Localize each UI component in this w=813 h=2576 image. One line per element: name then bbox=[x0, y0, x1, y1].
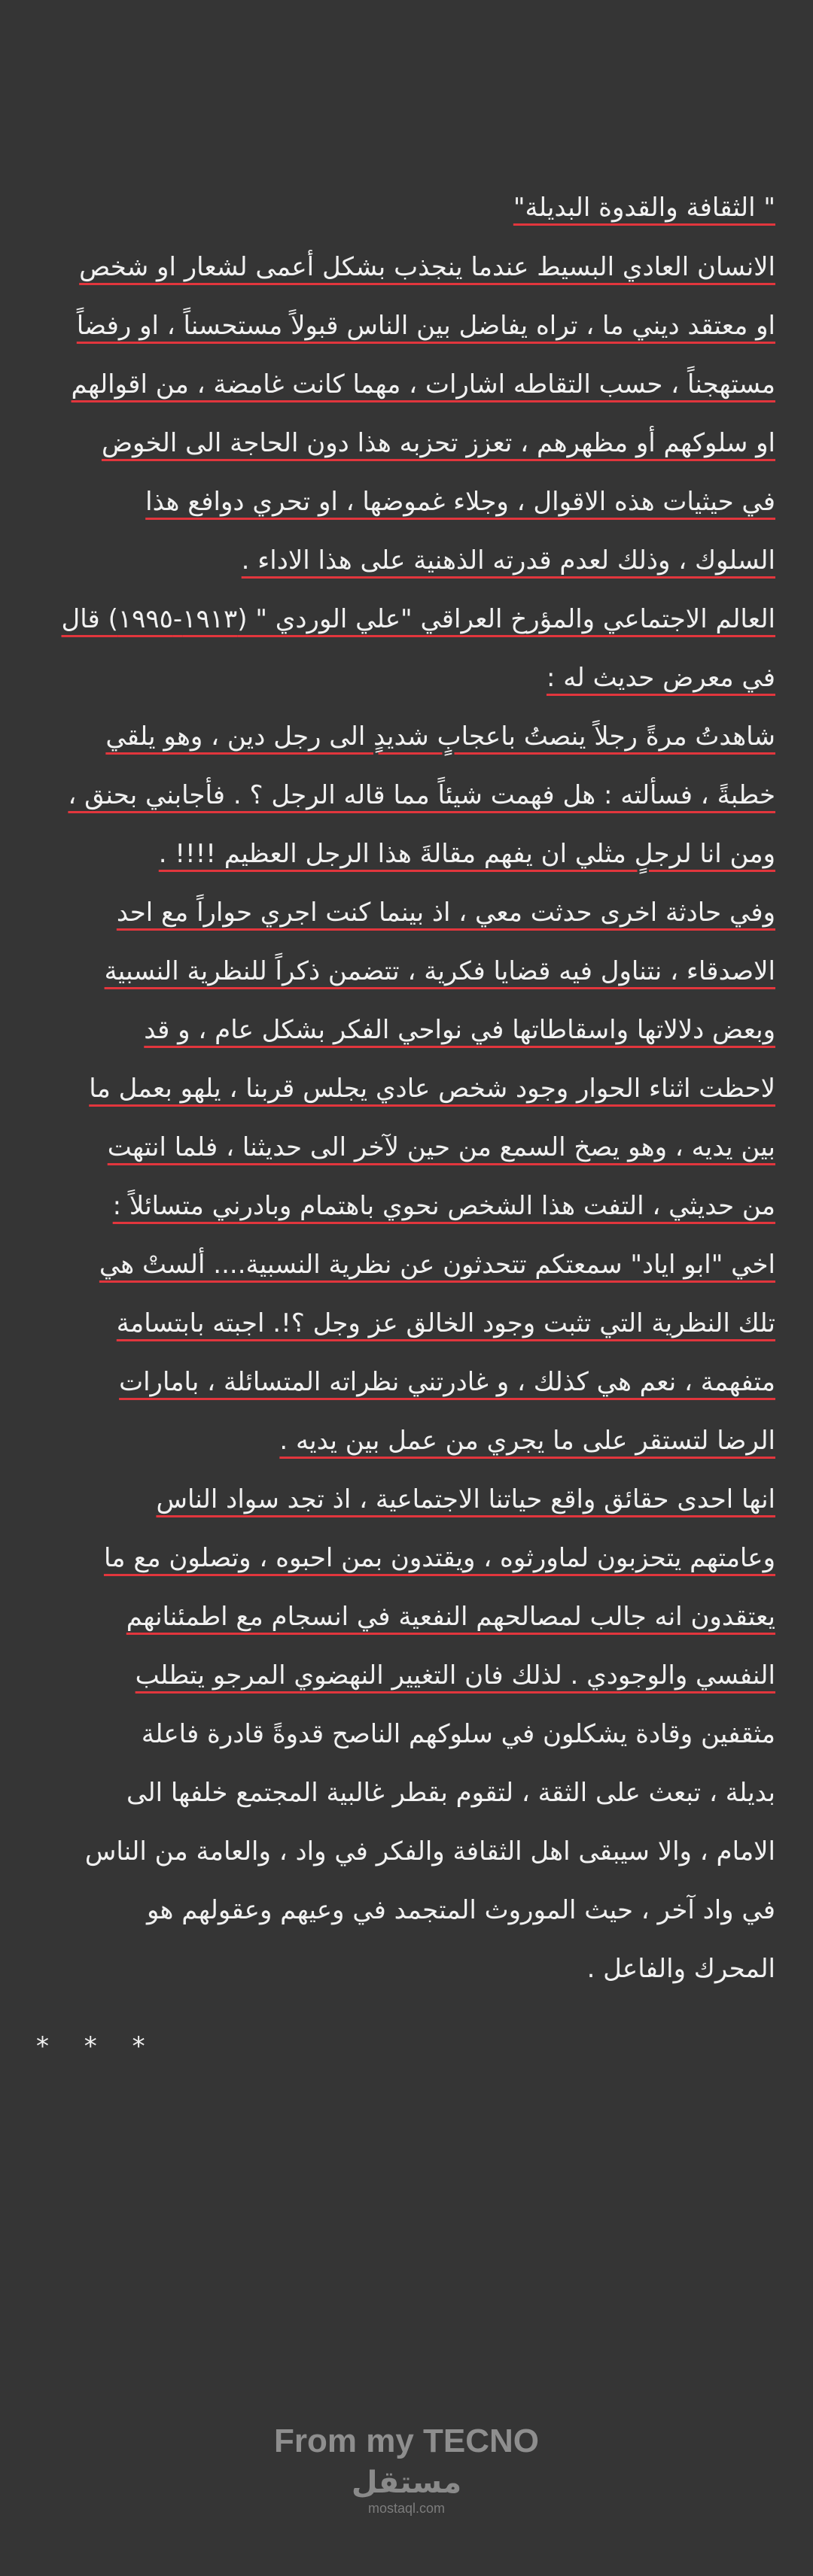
document-title: " الثقافة والقدوة البديلة" bbox=[513, 193, 775, 223]
section-separator: * * * bbox=[36, 2031, 159, 2061]
text-line: متفهمة ، نعم هي كذلك ، و غادرتني نظراته المتسائلة ، بامارات bbox=[119, 1367, 775, 1397]
text-line: او معتقد ديني ما ، تراه يفاضل بين الناس قبولاً مستحسناً ، او رفضاً bbox=[76, 311, 775, 341]
text-line: وبعض دلالاتها واسقاطاتها في نواحي الفكر بشكل عام ، و قد bbox=[144, 1015, 775, 1045]
text-line: بديلة ، تبعث على الثقة ، لتقوم بقطر غالبية المجتمع خلفها الى bbox=[126, 1778, 775, 1808]
text-line: ومن انا لرجلٍ مثلي ان يفهم مقالةَ هذا الرجل العظيم !!!! . bbox=[158, 839, 775, 869]
text-line: خطبةً ، فسألته : هل فهمت شيئاً مما قاله الرجل ؟ . فأجابني بحنق ، bbox=[68, 780, 775, 810]
footer-signature: From my TECNO bbox=[273, 2423, 540, 2459]
text-line: الرضا لتستقر على ما يجري من عمل بين يديه . bbox=[279, 1426, 775, 1456]
footer bbox=[0, 2423, 813, 2517]
text-line: او سلوكهم أو مظهرهم ، تعزز تحزبه هذا دون الحاجة الى الخوض bbox=[101, 428, 775, 458]
text-line: الاصدقاء ، نتناول فيه قضايا فكرية ، تتضمن ذكراً للنظرية النسبية bbox=[104, 956, 775, 986]
text-line: شاهدتُ مرةً رجلاً ينصتُ باعجابٍ شديدٍ الى رجل دين ، وهو يلقي bbox=[105, 721, 775, 752]
mostaql-logo: مستقل bbox=[351, 2465, 462, 2500]
text-line: الانسان العادي البسيط عندما ينجذب بشكل أعمى لشعار او شخص bbox=[79, 252, 775, 282]
text-line: بين يديه ، وهو يصخ السمع من حين لآخر الى حديثنا ، فلما انتهت bbox=[107, 1132, 775, 1162]
text-line: تلك النظرية التي تثبت وجود الخالق عز وجل ؟!. اجبته بابتسامة bbox=[116, 1308, 775, 1338]
text-line: في حيثيات هذه الاقوال ، وجلاء غموضها ، او تحري دوافع هذا bbox=[145, 487, 775, 517]
text-line: وعامتهم يتحزبون لماورثوه ، ويقتدون بمن احبوه ، وتصلون مع ما bbox=[103, 1543, 775, 1573]
document-body[interactable] bbox=[36, 178, 775, 1998]
text-line: وفي حادثة اخرى حدثت معي ، اذ بينما كنت اجري حواراً مع احد bbox=[116, 898, 775, 928]
text-line: العالم الاجتماعي والمؤرخ العراقي "علي الوردي " (١٩١٣-١٩٩٥) قال bbox=[61, 604, 775, 634]
text-line: في معرض حديث له : bbox=[546, 663, 775, 693]
text-line: في واد آخر ، حيث الموروث المتجمد في وعيهم وعقولهم هو bbox=[146, 1895, 775, 1925]
text-line: يعتقدون انه جالب لمصالحهم النفعية في انسجام مع اطمئنانهم bbox=[126, 1602, 775, 1632]
text-line: انها احدى حقائق واقع حياتنا الاجتماعية ، اذ تجد سواد الناس bbox=[156, 1484, 775, 1514]
text-line: الامام ، والا سيبقى اهل الثقافة والفكر في واد ، والعامة من الناس bbox=[84, 1836, 775, 1867]
text-line: المحرك والفاعل . bbox=[586, 1954, 775, 1984]
text-line: اخي "ابو اياد" سمعتكم تتحدثون عن نظرية النسبية.... ألستْ هي bbox=[99, 1250, 775, 1280]
text-line: من حديثي ، التفت هذا الشخص نحوي باهتمام وبادرني متسائلاً : bbox=[112, 1191, 775, 1221]
text-line: النفسي والوجودي . لذلك فان التغيير النهضوي المرجو يتطلب bbox=[135, 1660, 775, 1690]
text-line: لاحظت اثناء الحوار وجود شخص عادي يجلس قربنا ، يلهو بعمل ما bbox=[89, 1074, 775, 1104]
text-line: السلوك ، وذلك لعدم قدرته الذهنية على هذا الاداء . bbox=[241, 545, 775, 576]
text-line: مثقفين وقادة يشكلون في سلوكهم الناصح قدوةً قادرة فاعلة bbox=[141, 1719, 775, 1749]
mostaql-url: mostaql.com bbox=[367, 2501, 446, 2516]
text-line: مستهجناً ، حسب التقاطه اشارات ، مهما كانت غامضة ، من اقوالهم bbox=[71, 369, 775, 399]
